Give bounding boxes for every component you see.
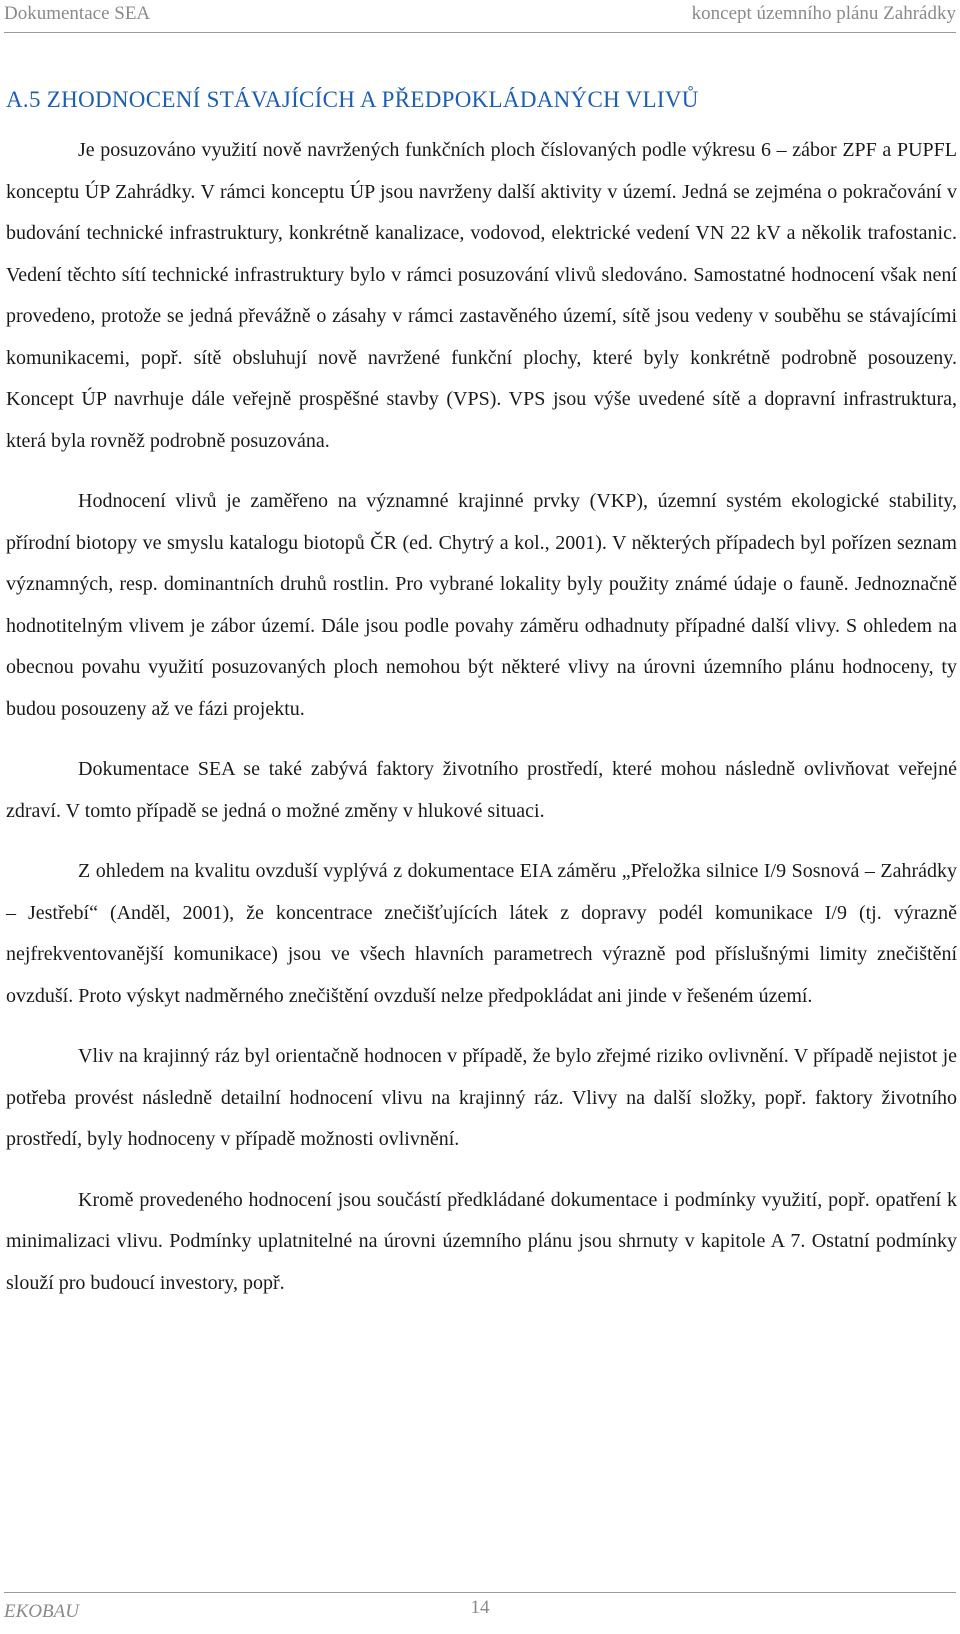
header-project-title: koncept územního plánu Zahrádky bbox=[691, 3, 956, 24]
paragraph-2: Hodnocení vlivů je zaměřeno na významné krajinné prvky (VKP), územní systém ekologické stability, přírodní biotopy ve smyslu katalogu biotopů ČR (ed. Chytrý a kol., 2001). V některých případech byl pořízen seznam významných, resp. dominantních druhů rostlin. Pro vybrané lokality byly použity známé údaje o fauně. Jednoznačně hodnotitelným vlivem je zábor území. Dále jsou podle povahy záměru odhadnuty případné další vlivy. S ohledem na obecnou povahu využití posuzovaných ploch nemohou být některé vlivy na úrovni územního plánu hodnoceny, ty budou posouzeny až ve fázi projektu. bbox=[6, 490, 957, 720]
running-header bbox=[4, 0, 956, 33]
section-heading: A.5 ZHODNOCENÍ STÁVAJÍCÍCH A PŘEDPOKLÁDANÝCH VLIVŮ bbox=[6, 87, 699, 112]
page-number: 14 bbox=[470, 1597, 490, 1618]
paragraph-1: Je posuzováno využití nově navržených funkčních ploch číslovaných podle výkresu 6 – zábor ZPF a PUPFL konceptu ÚP Zahrádky. V rámci konceptu ÚP jsou navrženy další aktivity v území. Jedná se zejména o pokračování v budování technické infrastruktury, konkrétně kanalizace, vodovod, elektrické vedení VN 22 kV a několik trafostanic. Vedení těchto sítí technické infrastruktury bylo v rámci posuzování vlivů sledováno. Samostatné hodnocení však není provedeno, protože se jedná převážně o zásahy v rámci zastavěného území, sítě jsou vedeny v souběhu se stávajícími komunikacemi, popř. sítě obsluhují nově navržené funkční plochy, které byly konkrétně podrobně posouzeny. Koncept ÚP navrhuje dále veřejně prospěšné stavby (VPS). VPS jsou výše uvedené sítě a dopravní infrastruktura, která byla rovněž podrobně posuzována. bbox=[6, 139, 957, 452]
header-document-title: Dokumentace SEA bbox=[4, 3, 151, 24]
page-content bbox=[6, 84, 957, 1323]
paragraph-6: Kromě provedeného hodnocení jsou součástí předkládané dokumentace i podmínky využití, popř. opatření k minimalizaci vlivu. Podmínky uplatnitelné na úrovni územního plánu jsou shrnuty v kapitole A 7. Ostatní podmínky slouží pro budoucí investory, popř. bbox=[6, 1188, 957, 1294]
paragraph-4: Z ohledem na kvalitu ovzduší vyplývá z dokumentace EIA záměru „Přeložka silnice I/9 Sosnová – Zahrádky – Jestřebí“ (Anděl, 2001), že koncentrace znečišťujících látek z dopravy podél komunikace I/9 (tj. výrazně nejfrekventovanější komunikace) jsou ve všech hlavních parametrech výrazně pod příslušnými limity znečištění ovzduší. Proto výskyt nadměrného znečištění ovzduší nelze předpokládat ani jinde v řešeném území. bbox=[6, 860, 957, 1007]
paragraph-5: Vliv na krajinný ráz byl orientačně hodnocen v případě, že bylo zřejmé riziko ovlivnění. V případě nejistot je potřeba provést následně detailní hodnocení vlivu na krajinný ráz. Vlivy na další složky, popř. faktory životního prostředí, byly hodnoceny v případě možnosti ovlivnění. bbox=[6, 1045, 957, 1150]
footer-company: EKOBAU bbox=[4, 1601, 79, 1622]
running-footer bbox=[4, 1592, 956, 1633]
paragraph-3: Dokumentace SEA se také zabývá faktory životního prostředí, které mohou následně ovlivňovat veřejné zdraví. V tomto případě se jedná o možné změny v hlukové situaci. bbox=[6, 758, 957, 822]
